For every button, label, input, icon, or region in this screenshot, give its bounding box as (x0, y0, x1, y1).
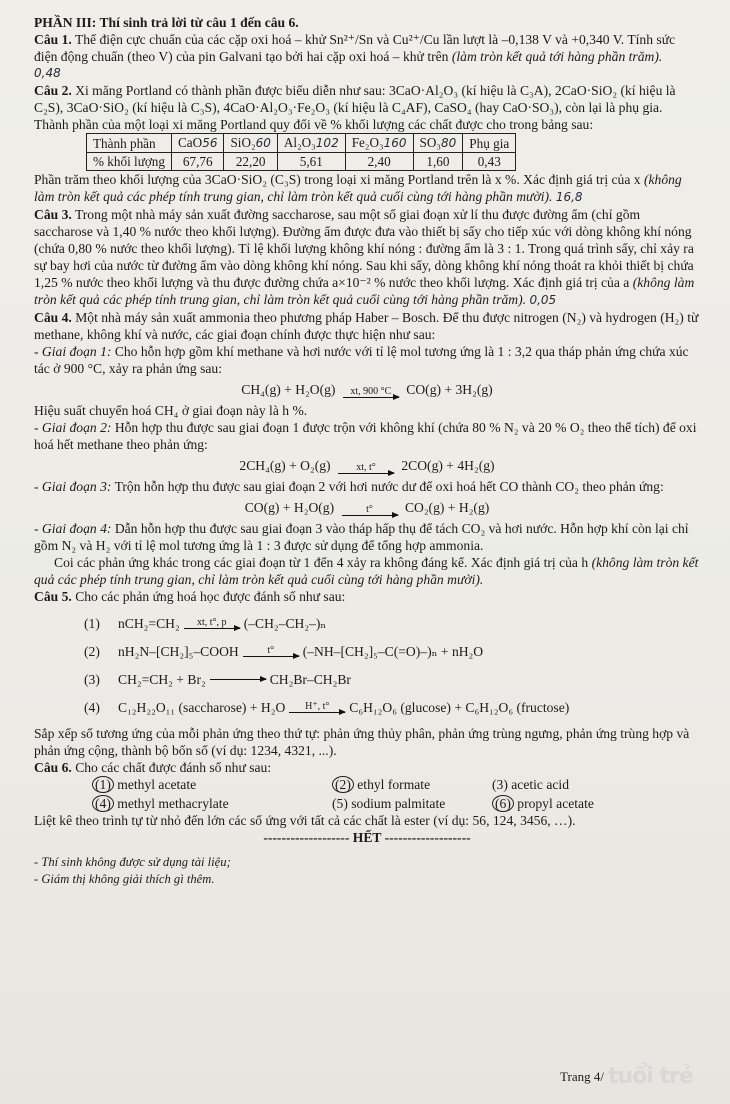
q2-handwritten: 16,8 (555, 190, 583, 204)
q4-final: Coi các phản ứng khác trong các giai đoạn từ 1 đến 4 xảy ra không đáng kể. Xác định giá trị của h (không làm tròn kết quả các phép tính trung gian, chỉ làm tròn kết quả cuối cùng tới hàng phần mười). (34, 555, 699, 587)
arrow-icon: xt, 900 °C (343, 387, 399, 398)
arrow-icon (210, 679, 266, 680)
arrow-icon: H⁺, t° (289, 702, 345, 713)
table-header-cell: SiO₂60 (224, 134, 277, 153)
table-header-cell: Fe₂O₃160 (345, 134, 413, 153)
q3-title: Câu 3. (34, 207, 72, 222)
arrow-icon: t° (243, 646, 299, 657)
q3-handwritten: 0,05 (529, 293, 557, 307)
option-item: (6) propyl acetate (492, 795, 722, 812)
q6-options (92, 776, 700, 812)
question-6 (34, 759, 700, 776)
equation-1: CH₄(g) + H₂O(g) xt, 900 °C CO(g) + 3H₂(g) (241, 382, 493, 397)
option-item: (5) sodium palmitate (332, 796, 446, 811)
q6-text: Cho các chất được đánh số như sau: (75, 760, 272, 775)
q5-title: Câu 5. (34, 589, 72, 604)
q6-after: Liệt kê theo trình tự từ nhỏ đến lớn các số ứng với tất cả các chất là ester (ví dụ: 56, 124, 3456, …). (34, 813, 576, 828)
q2-title: Câu 2. (34, 83, 72, 98)
q1-text: Thế điện cực chuẩn của các cặp oxi hoá – khử Sn²⁺/Sn và Cu²⁺/Cu lần lượt là –0,138 V và +0,340 V. Tính sức điện động chuẩn (theo V) của pin Galvani tạo bởi hai cặp oxi hoá – khử trên (34, 32, 676, 64)
table-cell: 0,43 (463, 153, 516, 171)
option-item: (2) ethyl formate (332, 776, 492, 793)
arrow-icon: t° (342, 505, 398, 516)
tuoitre-logo: tuổi trẻ (607, 1064, 693, 1089)
q4-stage-4: - Giai đoạn 4: Dẫn hỗn hợp thu được sau giai đoạn 3 vào tháp hấp thụ để tách CO₂ và hơi nước. Hỗn hợp khí còn lại chỉ gồm N₂ và H₂ với tỉ lệ mol tương ứng là 1 : 3 được sử dụng để tổng hợp ammonia. (34, 521, 689, 553)
table-cell: 5,61 (277, 153, 345, 171)
table-header-cell: Thành phần (87, 134, 172, 153)
q5-text: Cho các phản ứng hoá học được đánh số như sau: (75, 589, 346, 604)
q5-after: Sắp xếp số tương ứng của mỗi phản ứng theo thứ tự: phản ứng thủy phân, phản ứng trùng ngưng, phản ứng trùng hợp và phản ứng cộng, thành bộ bốn số (ví dụ: 1234, 4321, ...). (34, 726, 690, 758)
option-item: (1) methyl acetate (92, 776, 332, 793)
equation-2: 2CH₄(g) + O₂(g) xt, t° 2CO(g) + 4H₂(g) (239, 458, 495, 473)
note-2: - Giám thị không giải thích gì thêm. (34, 872, 215, 886)
note-1: - Thí sinh không được sử dụng tài liệu; (34, 855, 231, 869)
table-header-cell: CaO56 (172, 134, 224, 153)
arrow-icon: xt, t°, p (184, 618, 240, 629)
footer-notes (34, 854, 700, 888)
page-footer (560, 1064, 693, 1089)
q6-title: Câu 6. (34, 760, 72, 775)
table-cell: 67,76 (172, 153, 224, 171)
q1-handwritten: 0,48 (34, 66, 61, 80)
q2-text: Xi măng Portland có thành phần được biểu diễn như sau: 3CaO·Al₂O₃ (kí hiệu là C₃A), 2CaO·SiO₂ (kí hiệu là C₂S), 3CaO·SiO₂ (kí hiệu là C₃S), 4CaO·Al₂O₃·Fe₂O₃ (kí hiệu là C₄AF), CaSO₄ (hay CaO·SO₃), còn lại là phụ gia. Thành phần của một loại xi măng Portland quy đổi về % khối lượng các chất được cho trong bảng sau: (34, 83, 676, 132)
question-1 (34, 31, 700, 65)
q3-note: (không làm tròn kết quả các phép tính trung gian, chỉ làm tròn kết quả cuối cùng tới hàng phần trăm). (34, 275, 695, 307)
q4-stage-1-after: Hiệu suất chuyển hoá CH₄ ở giai đoạn này là h %. (34, 403, 308, 418)
composition-table (86, 133, 516, 171)
question-5 (34, 588, 700, 605)
q1-title: Câu 1. (34, 32, 72, 47)
q2-note: (không làm tròn kết quả các phép tính trung gian, chỉ làm tròn kết quả cuối cùng tới hàng phần mười). (34, 172, 682, 204)
question-2 (34, 82, 700, 133)
q4-title: Câu 4. (34, 310, 72, 325)
table-cell: % khối lượng (87, 153, 172, 171)
q4-stage-3: - Giai đoạn 3: Trộn hỗn hợp thu được sau giai đoạn 2 với hơi nước dư để oxi hoá hết CO thành CO₂ theo phản ứng: (34, 479, 664, 494)
q2-after: Phần trăm theo khối lượng của 3CaO·SiO₂ (C₃S) trong loại xi măng Portland trên là x %. Xác định giá trị của x (không làm tròn kết quả các phép tính trung gian, chỉ làm tròn kết quả cuối cùng tới hàng phần mười). 16,8 (34, 172, 682, 204)
reaction-4: (4) C₁₂H₂₂O₁₁ (saccharose) + H₂O H⁺, t° C₆H₁₂O₆ (glucose) + C₆H₁₂O₆ (fructose) (84, 699, 570, 715)
reaction-3: (3) CH₂=CH₂ + Br₂ CH₂Br–CH₂Br (84, 671, 351, 687)
arrow-icon: xt, t° (338, 463, 394, 474)
q4-stage-2: - Giai đoạn 2: Hỗn hợp thu được sau giai đoạn 1 được trộn với không khí (chứa 80 % N₂ và 20 % O₂ theo thể tích) để oxi hoá hết methane theo phản ứng: (34, 420, 697, 452)
equation-3: CO(g) + H₂O(g) t° CO₂(g) + H₂(g) (244, 500, 490, 515)
table-cell: 22,20 (224, 153, 277, 171)
q4-stage-1: - Giai đoạn 1: Cho hỗn hợp gồm khí methane và hơi nước với tỉ lệ mol tương ứng là 1 : 3,2 qua tháp phản ứng chứa xúc tác ở 900 °C, xảy ra phản ứng sau: (34, 344, 689, 376)
q4-note: (không làm tròn kết quả các phép tính trung gian, chỉ làm tròn kết quả cuối cùng tới hàng phần mười). (34, 555, 699, 587)
option-item: (3) acetic acid (492, 777, 569, 792)
end-marker: ------------------- HẾT ------------------- (263, 830, 471, 845)
section-header: PHẦN III: Thí sinh trả lời từ câu 1 đến câu 6. (34, 15, 299, 30)
table-cell: 2,40 (345, 153, 413, 171)
table-cell: 1,60 (413, 153, 463, 171)
table-header-cell: Phụ gia (463, 134, 516, 153)
reaction-2: (2) nH₂N–[CH₂]₅–COOH t° (–NH–[CH₂]₅–C(=O)–)ₙ + nH₂O (84, 643, 484, 659)
table-header-cell: SO₃80 (413, 134, 463, 153)
q1-note: (làm tròn kết quả tới hàng phần trăm). (451, 49, 663, 64)
option-item: (4) methyl methacrylate (92, 795, 332, 812)
q4-intro: Một nhà máy sản xuất ammonia theo phương pháp Haber – Bosch. Để thu được nitrogen (N₂) và hydrogen (H₂) từ methane, không khí và nước, các giai đoạn chính được thực hiện như sau: (34, 310, 699, 342)
question-3 (34, 206, 700, 309)
table-row (87, 153, 516, 171)
page-number: Trang 4/ (560, 1069, 604, 1084)
q3-text: Trong một nhà máy sản xuất đường saccharose, sau một số giai đoạn xử lí thu được đường ẩm (chỉ gồm saccharose và 1,40 % nước theo khối lượng). Đường ẩm được đưa vào thiết bị sấy cho tiếp xúc với dòng không khí nóng (chứa 0,80 % nước theo khối lượng). Tỉ lệ khối lượng không khí nóng : đường ẩm là 3 : 1. Trong quá trình sấy, chỉ xảy ra sự bay hơi của nước từ đường ẩm vào dòng không khí nóng. Sau khi sấy, dòng không khí nóng thoát ra khỏi thiết bị chứa 1,25 % nước theo khối lượng và thu được đường chứa a×10⁻² % nước theo khối lượng. Xác định giá trị của a (34, 207, 694, 290)
table-header-cell: Al₂O₃102 (277, 134, 345, 153)
table-header-row (87, 134, 516, 153)
reaction-1: (1) nCH₂=CH₂ xt, t°, p (–CH₂–CH₂–)ₙ (84, 615, 327, 631)
question-4 (34, 309, 700, 343)
